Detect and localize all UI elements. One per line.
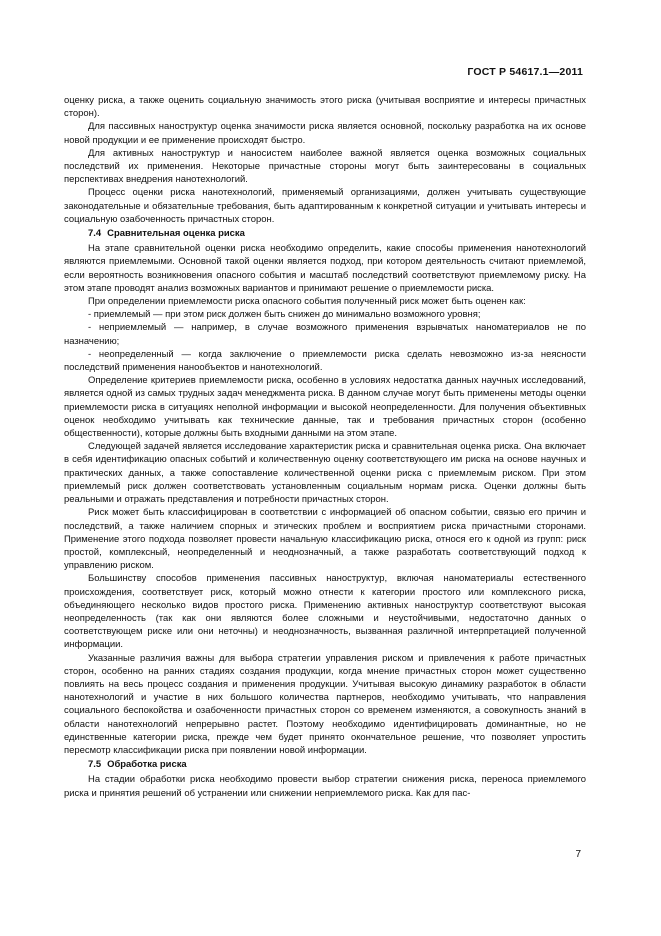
paragraph: На этапе сравнительной оценки риска необходимо определить, какие способы применения нанотехнологий являются приемлемыми. Основной такой оценки является подход, при котором деятельность считают приемлемой, если вероятность возникновения опасного события и масштаб последствий соответствуют приемлемому риску. На этом этапе проводят анализ возможных вариантов и принимают решение о приемлемости риска. <box>64 243 586 294</box>
paragraph: Указанные различия важны для выбора стратегии управления риском и привлечения к работе причастных сторон, особенно на ранних стадиях создания продукции, когда мнение причастных сторон может существенно повлиять на весь процесс создания и применения продукции. Учитывая высокую динамику разработок в области нанотехнологий и участие в них большого количества партнеров, необходимо учитывать, что направления социального беспокойства и озабоченности причастных сторон со временем изменяются, а совокупность знаний в области нанотехнологий непрерывно растет. Поэтому необходимо идентифицировать доминантные, но не единственные категории риска, прежде чем будет принято окончательное решение, что позволяет упростить пересмотр классификации риска при появлении новой информации. <box>64 652 586 756</box>
list-item: - неприемлемый — например, в случае возможного применения взрывчатых наноматериалов не по назначению; <box>64 322 586 347</box>
paragraph: Большинству способов применения пассивных наноструктур, включая наноматериалы естественного происхождения, соответствует риск, который можно отнести к категории простого или комплексного риска, объединяющего несколько видов простого риска. Применению активных наноструктур соответствуют высокая неопределенность (так как они являются более сложными и неустойчивыми, недостаточно данных о соответствующем риске или они неточны) и неоднозначность, вызванная различной интерпретацией полученной информации. <box>64 573 586 651</box>
list-item: - приемлемый — при этом риск должен быть снижен до минимально возможного уровня; <box>88 309 481 321</box>
paragraph: Риск может быть классифицирован в соответствии с информацией об опасном событии, связью его причин и последствий, а также наличием спорных и этических проблем и восприятием риска причастными сторонами. Применение этого подхода позволяет провести начальную классификацию риска, относя его к одной из групп: риск простой, комплексный, неопределенный и неоднозначный, а также разработать соответствующий подход к управлению риском. <box>64 507 586 572</box>
section-heading-7-5 <box>64 757 586 773</box>
paragraph: Процесс оценки риска нанотехнологий, применяемый организациями, должен учитывать существующие законодательные и обязательные требования, быть адаптированным к конкретной ситуации и учитывать интересы и социальную озабоченность причастных сторон. <box>64 187 586 225</box>
paragraph: Следующей задачей является исследование характеристик риска и сравнительная оценка риска. Она включает в себя идентификацию опасных событий и количественную оценку соответствующего им риска на основе научных и практических данных, а также сопоставление количественной оценки риска с приемлемым риском. При этом приемлемый риск должен соответствовать установленным социальным нормам риска. Оценки должны быть реальными и отражать представления и потребности причастных сторон. <box>64 441 586 506</box>
paragraph: На стадии обработки риска необходимо провести выбор стратегии снижения риска, переноса приемлемого риска и принятия решений об устранении или снижении неприемлемого риска. Как для пас- <box>64 774 586 799</box>
paragraph: Для пассивных наноструктур оценка значимости риска является основной, поскольку разработка на их основе новой продукции и ее применение происходят быстро. <box>64 121 586 146</box>
section-heading-7-4 <box>64 226 586 242</box>
section-number: 7.4 <box>88 228 102 240</box>
list-item: - неопределенный — когда заключение о приемлемости риска сделать невозможно из-за неясности последствий применения нанообъектов и нанотехнологий. <box>64 348 586 374</box>
paragraph: оценку риска, а также оценить социальную значимость этого риска (учитывая восприятие и интересы причастных сторон). <box>64 95 586 120</box>
paragraph: Для активных наноструктур и наносистем наиболее важной является оценка возможных социальных последствий их применения. Некоторые причастные стороны могут быть заинтересованы в социальных перспективах внедрения нанотехнологий. <box>64 147 586 186</box>
document-body <box>64 94 586 800</box>
paragraph: При определении приемлемости риска опасного события полученный риск может быть оценен как: <box>88 296 526 308</box>
section-title: Обработка риска <box>107 759 187 771</box>
page-number: 7 <box>575 849 581 860</box>
section-title: Сравнительная оценка риска <box>107 228 245 240</box>
document-code-header: ГОСТ Р 54617.1—2011 <box>467 66 583 78</box>
paragraph: Определение критериев приемлемости риска, особенно в условиях недостатка данных научных исследований, является одной из самых трудных задач менеджмента риска. В данном случае могут быть применены методы оценки приемлемости риска в ситуациях неполной информации и высокой неопределенности. Для получения объективных оценок необходимо учитывать как технические данные, так и требования причастных сторон (особенно общественности), которые должны быть входными данными на этом этапе. <box>64 375 586 440</box>
section-number: 7.5 <box>88 759 102 771</box>
